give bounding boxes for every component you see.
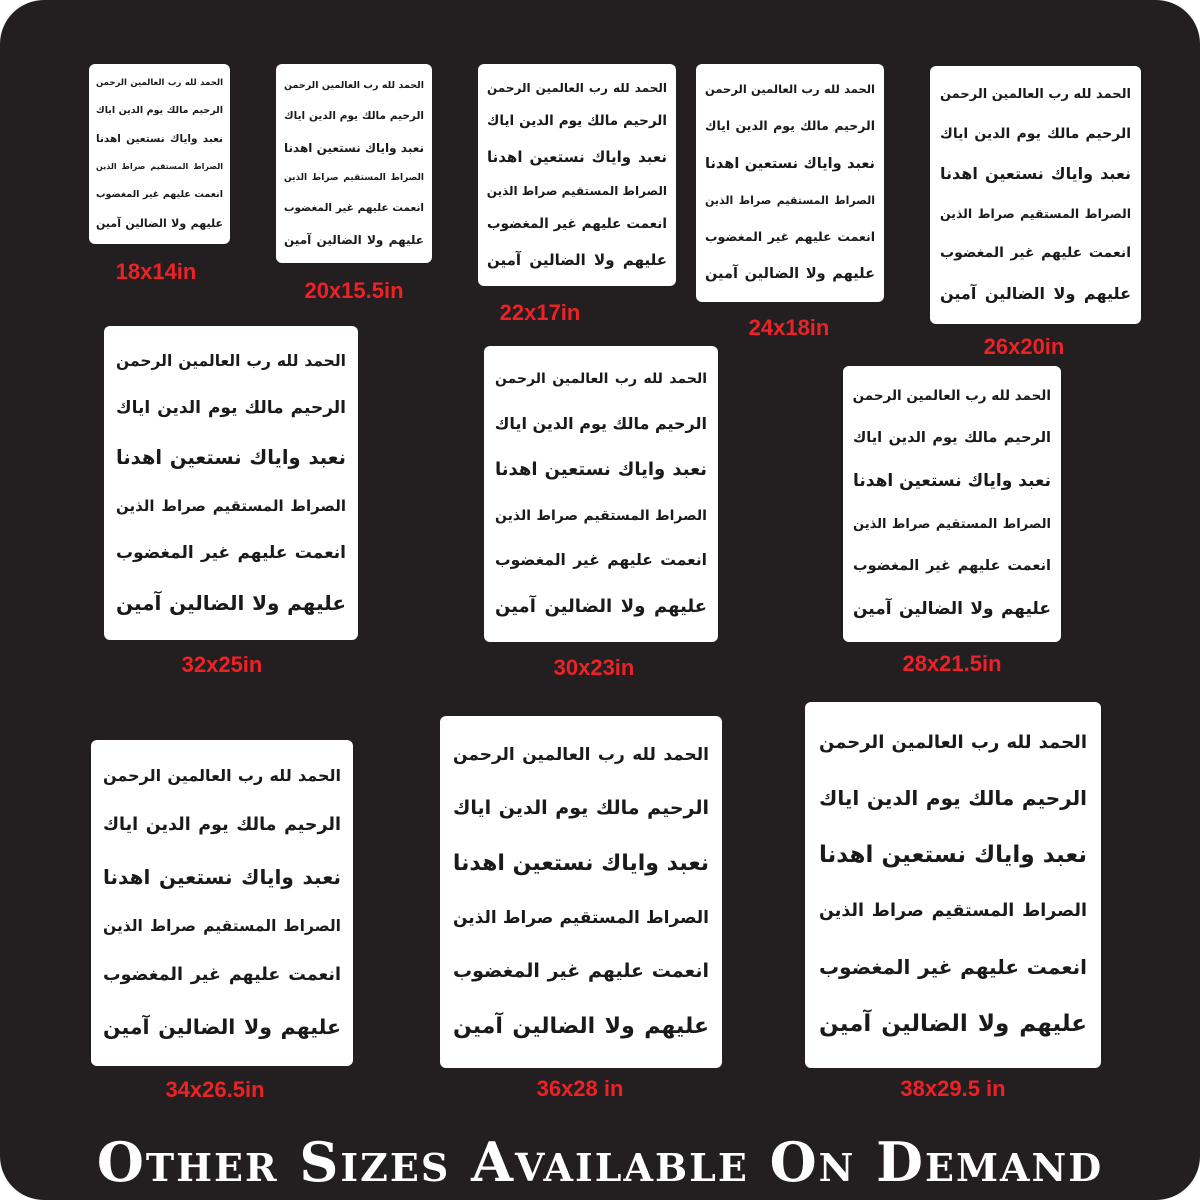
- calligraphy-line: الرحيم مالك يوم الدين اياك: [940, 125, 1131, 142]
- stencil-sheet: [930, 66, 1141, 324]
- calligraphy-line: الصراط المستقيم صراط الذين: [853, 517, 1051, 533]
- size-label: 38x29.5 in: [900, 1076, 1006, 1101]
- size-label: 36x28 in: [536, 1076, 624, 1101]
- size-label: 24x18in: [748, 315, 830, 340]
- calligraphy-line: عليهم ولا الضالين آمين: [495, 596, 707, 618]
- stencil-sheet: [478, 64, 676, 286]
- calligraphy-line: الحمد لله رب العالمين الرحمن: [453, 744, 709, 765]
- calligraphy-line: الرحيم مالك يوم الدين اياك: [116, 398, 346, 418]
- calligraphy-line: نعبد واياك نستعين اهدنا: [853, 471, 1051, 492]
- calligraphy-line: الحمد لله رب العالمين الرحمن: [495, 370, 707, 387]
- stencil-sheet: [104, 326, 358, 640]
- size-label: 32x25in: [181, 652, 263, 677]
- calligraphy-line: عليهم ولا الضالين آمين: [487, 250, 667, 269]
- calligraphy-line: انعمت عليهم غير المغضوب: [103, 965, 341, 986]
- calligraphy-line: انعمت عليهم غير المغضوب: [940, 245, 1131, 262]
- calligraphy-line: الحمد لله رب العالمين الرحمن: [705, 82, 875, 97]
- stencil-sheet: [484, 346, 718, 642]
- calligraphy-line: انعمت عليهم غير المغضوب: [96, 188, 223, 200]
- calligraphy-line: عليهم ولا الضالين آمين: [819, 1010, 1087, 1037]
- calligraphy-line: الرحيم مالك يوم الدين اياك: [494, 413, 707, 433]
- calligraphy-line: نعبد واياك نستعين اهدنا: [495, 459, 707, 481]
- calligraphy-line: نعبد واياك نستعين اهدنا: [452, 850, 709, 876]
- calligraphy-line: انعمت عليهم غير المغضوب: [495, 550, 707, 569]
- stencil-sheet: [89, 64, 230, 244]
- calligraphy-line: الصراط المستقيم صراط الذين: [103, 917, 341, 936]
- calligraphy-line: الرحيم مالك يوم الدين اياك: [853, 430, 1051, 447]
- calligraphy-line: عليهم ولا الضالين آمين: [284, 232, 424, 247]
- size-label: 34x26.5in: [165, 1077, 265, 1102]
- calligraphy-line: نعبد واياك نستعين اهدنا: [96, 133, 223, 146]
- calligraphy-line: الرحيم مالك يوم الدين اياك: [96, 105, 223, 117]
- calligraphy-line: الصراط المستقيم صراط الذين: [96, 162, 223, 172]
- calligraphy-line: الرحيم مالك يوم الدين اياك: [487, 113, 667, 130]
- calligraphy-line: عليهم ولا الضالين آمين: [103, 1015, 341, 1040]
- stencil-sheet: [440, 716, 722, 1068]
- calligraphy-line: عليهم ولا الضالين آمين: [705, 266, 875, 283]
- stencil-sheet: [843, 366, 1061, 642]
- calligraphy-line: الصراط المستقيم صراط الذين: [486, 184, 667, 199]
- calligraphy-line: الرحيم مالك يوم الدين اياك: [284, 109, 424, 122]
- size-label: 20x15.5in: [304, 278, 404, 303]
- calligraphy-line: الحمد لله رب العالمين الرحمن: [116, 351, 346, 370]
- calligraphy-line: الرحيم مالك يوم الدين اياك: [453, 796, 709, 819]
- calligraphy-line: عليهم ولا الضالين آمين: [853, 599, 1051, 620]
- stencil-sheet: [276, 64, 432, 263]
- calligraphy-line: انعمت عليهم غير المغضوب: [284, 202, 424, 215]
- calligraphy-line: نعبد واياك نستعين اهدنا: [819, 842, 1087, 869]
- calligraphy-line: نعبد واياك نستعين اهدنا: [103, 864, 341, 889]
- calligraphy-line: نعبد واياك نستعين اهدنا: [116, 446, 346, 469]
- calligraphy-line: نعبد واياك نستعين اهدنا: [487, 147, 667, 166]
- calligraphy-line: الرحيم مالك يوم الدين اياك: [103, 814, 341, 835]
- calligraphy-line: انعمت عليهم غير المغضوب: [453, 959, 709, 982]
- calligraphy-line: انعمت عليهم غير المغضوب: [705, 228, 875, 244]
- calligraphy-line: الحمد لله رب العالمين الرحمن: [96, 78, 223, 89]
- calligraphy-line: الحمد لله رب العالمين الرحمن: [852, 387, 1051, 404]
- calligraphy-line: انعمت عليهم غير المغضوب: [487, 216, 667, 233]
- calligraphy-line: انعمت عليهم غير المغضوب: [819, 954, 1087, 979]
- size-label: 22x17in: [499, 300, 581, 325]
- size-label: 26x20in: [983, 334, 1065, 359]
- calligraphy-line: الصراط المستقيم صراط الذين: [284, 172, 424, 183]
- calligraphy-line: الصراط المستقيم صراط الذين: [116, 496, 346, 515]
- size-label: 30x23in: [553, 655, 635, 680]
- size-label: 28x21.5in: [902, 651, 1002, 676]
- calligraphy-line: نعبد واياك نستعين اهدنا: [284, 140, 424, 155]
- calligraphy-line: الرحيم مالك يوم الدين اياك: [705, 117, 875, 133]
- calligraphy-line: عليهم ولا الضالين آمين: [453, 1013, 709, 1039]
- calligraphy-line: الحمد لله رب العالمين الرحمن: [819, 732, 1087, 754]
- calligraphy-line: الصراط المستقيم صراط الذين: [705, 194, 875, 208]
- calligraphy-line: الصراط المستقيم صراط الذين: [940, 206, 1131, 222]
- size-label: 18x14in: [115, 259, 197, 284]
- calligraphy-line: الحمد لله رب العالمين الرحمن: [487, 81, 667, 96]
- stencil-sheet: [805, 702, 1101, 1068]
- calligraphy-line: الصراط المستقيم صراط الذين: [819, 901, 1087, 922]
- calligraphy-line: عليهم ولا الضالين آمين: [96, 216, 223, 230]
- calligraphy-line: الحمد لله رب العالمين الرحمن: [103, 766, 341, 786]
- calligraphy-line: الحمد لله رب العالمين الرحمن: [284, 80, 424, 92]
- calligraphy-line: انعمت عليهم غير المغضوب: [853, 557, 1051, 574]
- stencil-sheet: [696, 64, 884, 302]
- calligraphy-line: نعبد واياك نستعين اهدنا: [940, 164, 1131, 184]
- stencil-sheet: [91, 740, 353, 1066]
- calligraphy-line: الصراط المستقيم صراط الذين: [453, 907, 709, 928]
- footer-banner-text: Other Sizes Available On Demand: [96, 1130, 1104, 1194]
- calligraphy-line: عليهم ولا الضالين آمين: [116, 590, 346, 615]
- calligraphy-line: الصراط المستقيم صراط الذين: [495, 508, 707, 525]
- calligraphy-line: الرحيم مالك يوم الدين اياك: [819, 786, 1087, 811]
- calligraphy-line: عليهم ولا الضالين آمين: [940, 284, 1131, 304]
- calligraphy-line: نعبد واياك نستعين اهدنا: [705, 155, 875, 172]
- calligraphy-line: انعمت عليهم غير المغضوب: [116, 542, 346, 563]
- calligraphy-line: الحمد لله رب العالمين الرحمن: [939, 86, 1131, 102]
